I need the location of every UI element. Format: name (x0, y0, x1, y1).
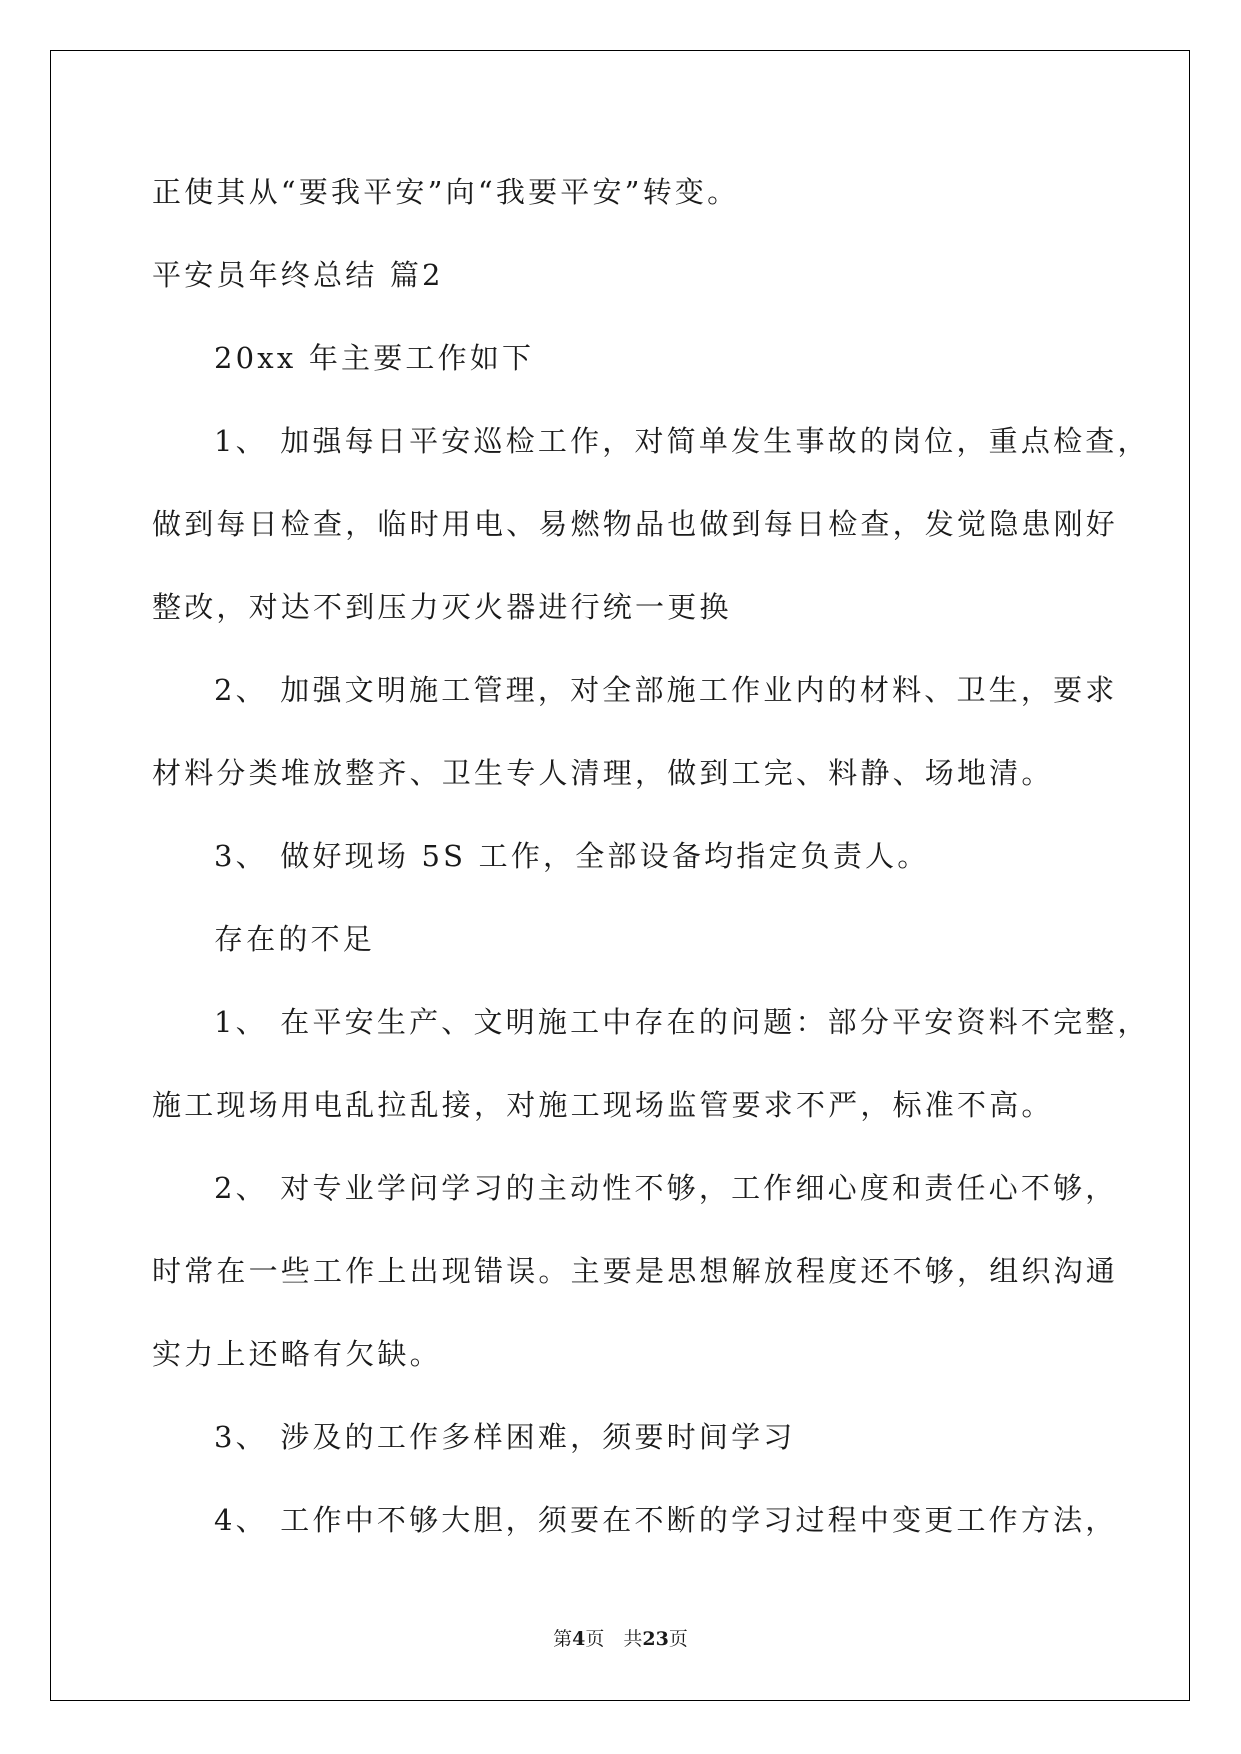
body-line: 整改，对达不到压力灭火器进行统一更换 (152, 590, 732, 624)
body-line: 材料分类堆放整齐、卫生专人清理，做到工完、料静、场地清。 (152, 756, 1054, 790)
page-number: 4 (572, 1628, 586, 1650)
total-pages: 23 (642, 1628, 669, 1650)
page-footer (0, 1624, 1241, 1651)
body-line: 2、 对专业学问学习的主动性不够，工作细心度和责任心不够， (214, 1171, 1118, 1205)
body-line: 时常在一些工作上出现错误。主要是思想解放程度还不够，组织沟通 (152, 1254, 1119, 1288)
body-line: 3、 涉及的工作多样困难，须要时间学习 (214, 1420, 796, 1454)
body-line: 存在的不足 (214, 922, 376, 956)
body-line: 1、 加强每日平安巡检工作，对简单发生事故的岗位，重点检查， (214, 424, 1150, 458)
body-line: 做到每日检查，临时用电、易燃物品也做到每日检查，发觉隐患刚好 (152, 507, 1119, 541)
footer-mid: 页 共 (585, 1628, 643, 1650)
footer-suffix: 页 (668, 1628, 688, 1650)
body-line: 2、 加强文明施工管理，对全部施工作业内的材料、卫生，要求 (214, 673, 1118, 707)
body-line: 施工现场用电乱拉乱接，对施工现场监管要求不严，标准不高。 (152, 1088, 1054, 1122)
body-line: 正使其从“要我平安”向“我要平安”转变。 (152, 175, 740, 209)
section-heading: 平安员年终总结 篇2 (152, 258, 444, 292)
body-line: 4、 工作中不够大胆，须要在不断的学习过程中变更工作方法， (214, 1503, 1118, 1537)
footer-prefix: 第 (553, 1628, 573, 1650)
body-line: 3、 做好现场 5S 工作，全部设备均指定负责人。 (214, 839, 930, 873)
body-line: 1、 在平安生产、文明施工中存在的问题：部分平安资料不完整， (214, 1005, 1150, 1039)
body-line: 实力上还略有欠缺。 (152, 1337, 442, 1371)
body-line: 20xx 年主要工作如下 (214, 341, 535, 375)
